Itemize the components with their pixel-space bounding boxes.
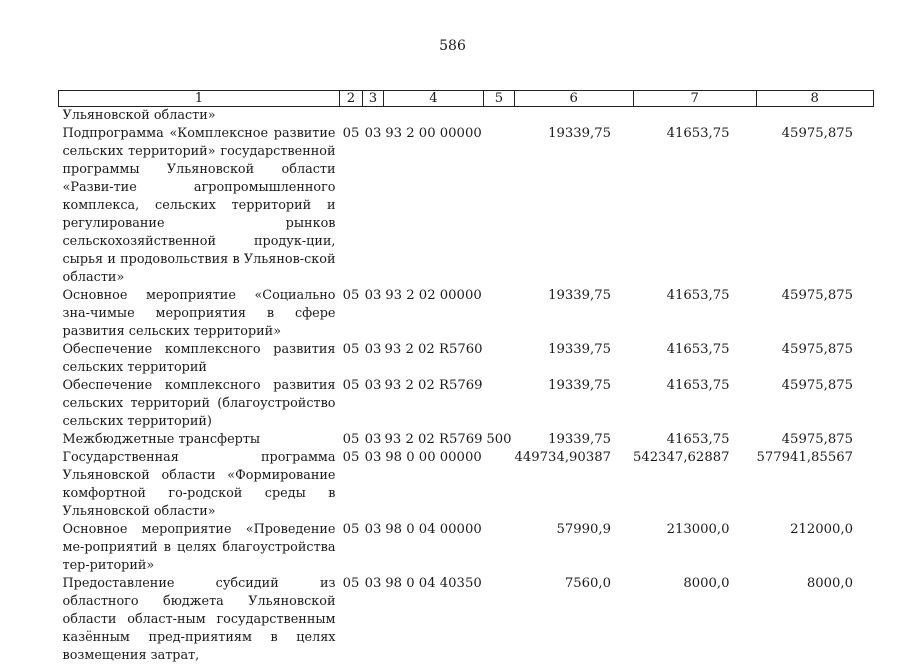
cell-expense-type (484, 107, 515, 126)
cell-amount-2: 8000,0 (683, 576, 730, 591)
cell-section: 05 (342, 432, 360, 447)
column-header-3: 3 (363, 91, 384, 107)
row-name: Обеспечение комплексного развития сельских территорий (62, 342, 336, 375)
cell-expense-type (484, 449, 515, 521)
table-row (59, 575, 874, 665)
cell-amount-1: 19339,75 (548, 126, 611, 141)
table-row (59, 125, 874, 287)
cell-subsection: 03 (364, 576, 382, 591)
column-header-7: 7 (633, 91, 757, 107)
cell-section: 05 (342, 576, 360, 591)
cell-subsection (363, 107, 384, 126)
cell-subsection: 03 (364, 378, 382, 393)
column-header-2: 2 (340, 91, 363, 107)
cell-section: 05 (342, 378, 360, 393)
table-row (59, 341, 874, 377)
cell-target-article: 93 2 02 R5769 (384, 432, 483, 447)
header-row (59, 91, 874, 107)
cell-section: 05 (342, 450, 360, 465)
cell-amount-1: 57990,9 (556, 522, 611, 537)
row-name: Межбюджетные трансферты (62, 432, 261, 447)
cell-section (340, 107, 363, 126)
cell-amount-3: 8000,0 (806, 576, 853, 591)
cell-amount-3 (757, 107, 874, 126)
cell-amount-3: 45975,875 (781, 126, 853, 141)
column-header-5: 5 (484, 91, 515, 107)
cell-subsection: 03 (364, 522, 382, 537)
cell-amount-2: 41653,75 (666, 126, 730, 141)
table-row (59, 287, 874, 341)
column-header-6: 6 (515, 91, 634, 107)
table-row (59, 431, 874, 449)
cell-section: 05 (342, 126, 360, 141)
cell-expense-type (484, 575, 515, 665)
cell-amount-3: 45975,875 (781, 342, 853, 357)
cell-amount-3: 45975,875 (781, 288, 853, 303)
cell-expense-type (484, 377, 515, 431)
cell-target-article: 98 0 04 00000 (385, 522, 482, 537)
column-header-4: 4 (384, 91, 484, 107)
table-row (59, 377, 874, 431)
cell-subsection: 03 (364, 288, 382, 303)
table-row (59, 449, 874, 521)
cell-amount-2: 41653,75 (666, 288, 730, 303)
cell-amount-1: 7560,0 (564, 576, 611, 591)
column-header-8: 8 (757, 91, 874, 107)
cell-target-article: 93 2 02 R5769 (384, 378, 483, 393)
cell-section: 05 (342, 288, 360, 303)
table-row (59, 521, 874, 575)
cell-expense-type (484, 341, 515, 377)
cell-amount-1 (515, 107, 634, 126)
row-name: Подпрограмма «Комплексное развитие сельских территорий» государственной программы Ульяновской области «Разви-тие агропромышленного комплекса, сельских территорий и регулирование рынков сельскохозяйственной продук-ции, сырья и продовольствия в Ульянов-ской области» (62, 126, 336, 285)
cell-amount-3: 45975,875 (781, 432, 853, 447)
cell-amount-1: 19339,75 (548, 342, 611, 357)
row-name: Государственная программа Ульяновской области «Формирование комфортной го-родской среды в Ульяновской области» (62, 450, 336, 519)
cell-amount-3: 577941,85567 (756, 450, 853, 465)
cell-expense-type (484, 125, 515, 287)
column-header-1: 1 (59, 91, 340, 107)
table-row (59, 107, 874, 126)
cell-section: 05 (342, 342, 360, 357)
cell-target-article: 93 2 02 00000 (385, 288, 482, 303)
cell-expense-type: 500 (486, 432, 512, 447)
row-name: Основное мероприятие «Проведение ме-роприятий в целях благоустройства тер-риторий» (62, 522, 336, 573)
cell-section: 05 (342, 522, 360, 537)
cell-target-article (384, 107, 484, 126)
row-name: Основное мероприятие «Социально зна-чимые мероприятия в сфере развития сельских территорий» (62, 288, 336, 339)
cell-amount-1: 19339,75 (548, 432, 611, 447)
budget-table (58, 90, 874, 665)
row-name: Обеспечение комплексного развития сельских территорий (благоустройство сельских территорий) (62, 378, 336, 429)
cell-amount-3: 212000,0 (790, 522, 853, 537)
cell-expense-type (484, 521, 515, 575)
cell-target-article: 98 0 04 40350 (385, 576, 482, 591)
cell-subsection: 03 (364, 432, 382, 447)
cell-target-article: 98 0 00 00000 (385, 450, 482, 465)
cell-amount-3: 45975,875 (781, 378, 853, 393)
cell-amount-2: 213000,0 (666, 522, 730, 537)
row-name: Предоставление субсидий из областного бюджета Ульяновской области област-ным государственным казённым пред-приятиям в целях возмещения затрат, (62, 576, 336, 663)
cell-amount-2: 41653,75 (666, 378, 730, 393)
cell-amount-1: 19339,75 (548, 288, 611, 303)
cell-subsection: 03 (364, 342, 382, 357)
cell-amount-1: 449734,90387 (514, 450, 611, 465)
cell-amount-2: 41653,75 (666, 342, 730, 357)
cell-amount-1: 19339,75 (548, 378, 611, 393)
page-number: 586 (439, 38, 466, 54)
cell-subsection: 03 (364, 450, 382, 465)
cell-amount-2: 41653,75 (666, 432, 730, 447)
cell-expense-type (484, 287, 515, 341)
cell-target-article: 93 2 02 R5760 (384, 342, 483, 357)
row-name: Ульяновской области» (62, 108, 216, 123)
cell-subsection: 03 (364, 126, 382, 141)
cell-amount-2: 542347,62887 (633, 450, 730, 465)
cell-amount-2 (633, 107, 757, 126)
cell-target-article: 93 2 00 00000 (385, 126, 482, 141)
